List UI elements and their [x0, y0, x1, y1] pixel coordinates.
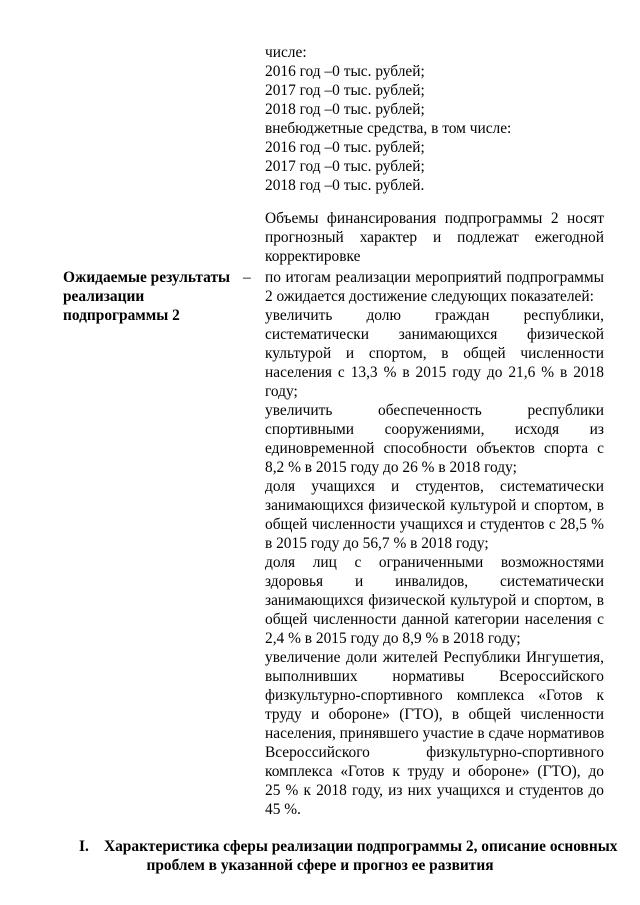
text-line: систематически занимающихся физической	[265, 326, 604, 343]
heading-line-2: проблем в указанной сфере и прогноз ее развития	[146, 857, 494, 874]
label-line: Ожидаемые результаты	[63, 269, 231, 286]
text-line: 2017 год –0 тыс. рублей;	[265, 158, 425, 175]
text-line: 2,4 % в 2015 году до 8,9 % в 2018 году;	[265, 630, 521, 647]
text-line: увеличить долю граждан республики,	[265, 307, 604, 324]
text-line: корректировке	[265, 248, 361, 265]
text-line: году;	[265, 383, 298, 400]
text-line: Всероссийского физкультурно-спортивного	[265, 744, 604, 761]
text-line: увеличить обеспеченность республики	[265, 402, 604, 419]
text-line: 8,2 % в 2015 году до 26 % в 2018 году;	[265, 459, 517, 476]
dash-separator: –	[243, 269, 251, 286]
text-line: спортивными сооружениями, исходя из	[265, 421, 604, 438]
text-line: 2 ожидается достижение следующих показателей:	[265, 288, 594, 305]
text-line: 2018 год –0 тыс. рублей.	[265, 177, 425, 194]
text-line: выполнивших нормативы Всероссийского	[265, 668, 604, 685]
text-line: Объемы финансирования подпрограммы 2 носят	[265, 210, 604, 227]
text-line: внебюджетные средства, в том числе:	[265, 120, 512, 137]
label-line: реализации	[63, 288, 145, 305]
text-line: комплекса «Готов к труду и обороне» (ГТО), до	[265, 763, 604, 780]
text-line: физкультурно-спортивного комплекса «Готов к	[265, 687, 604, 704]
text-line: 2016 год –0 тыс. рублей;	[265, 139, 425, 156]
text-line: по итогам реализации мероприятий подпрограммы	[265, 269, 604, 286]
text-line: числе:	[265, 44, 307, 61]
text-line: в 2015 году до 56,7 % в 2018 году;	[265, 535, 489, 552]
text-line: 2017 год –0 тыс. рублей;	[265, 82, 425, 99]
label-line: подпрограммы 2	[63, 307, 180, 324]
heading-line-1: Характеристика сферы реализации подпрограммы 2, описание основных	[104, 838, 618, 855]
text-line: доля лиц с ограниченными возможностями	[265, 554, 604, 571]
text-line: населения с 13,3 % в 2015 году до 21,6 % в 2018	[265, 364, 604, 381]
text-line: культурой и спортом, в общей численности	[265, 345, 604, 362]
text-line: занимающихся физической культурой и спортом, в	[265, 592, 604, 609]
text-line: 45 %.	[265, 801, 301, 818]
text-line: здоровья и инвалидов, систематически	[265, 573, 604, 590]
text-line: общей численности данной категории населения с	[265, 611, 604, 628]
text-line: населения, принявшего участие в сдаче нормативов	[265, 725, 605, 742]
text-line: увеличение доли жителей Республики Ингушетия,	[265, 649, 604, 666]
text-line: 25 % к 2018 году, из них учащихся и студентов до	[265, 782, 604, 799]
text-line: прогнозный характер и подлежат ежегодной	[265, 229, 604, 246]
section-number: I.	[79, 838, 89, 855]
text-line: 2016 год –0 тыс. рублей;	[265, 63, 425, 80]
text-line: занимающихся физической культурой и спортом, в	[265, 497, 604, 514]
text-line: 2018 год –0 тыс. рублей;	[265, 101, 425, 118]
text-line: доля учащихся и студентов, систематически	[265, 478, 604, 495]
text-line: единовременной способности объектов спорта с	[265, 440, 604, 457]
text-line: общей численности учащихся и студентов с 28,5 %	[265, 516, 604, 533]
text-line: труду и обороне» (ГТО), в общей численности	[265, 706, 604, 723]
